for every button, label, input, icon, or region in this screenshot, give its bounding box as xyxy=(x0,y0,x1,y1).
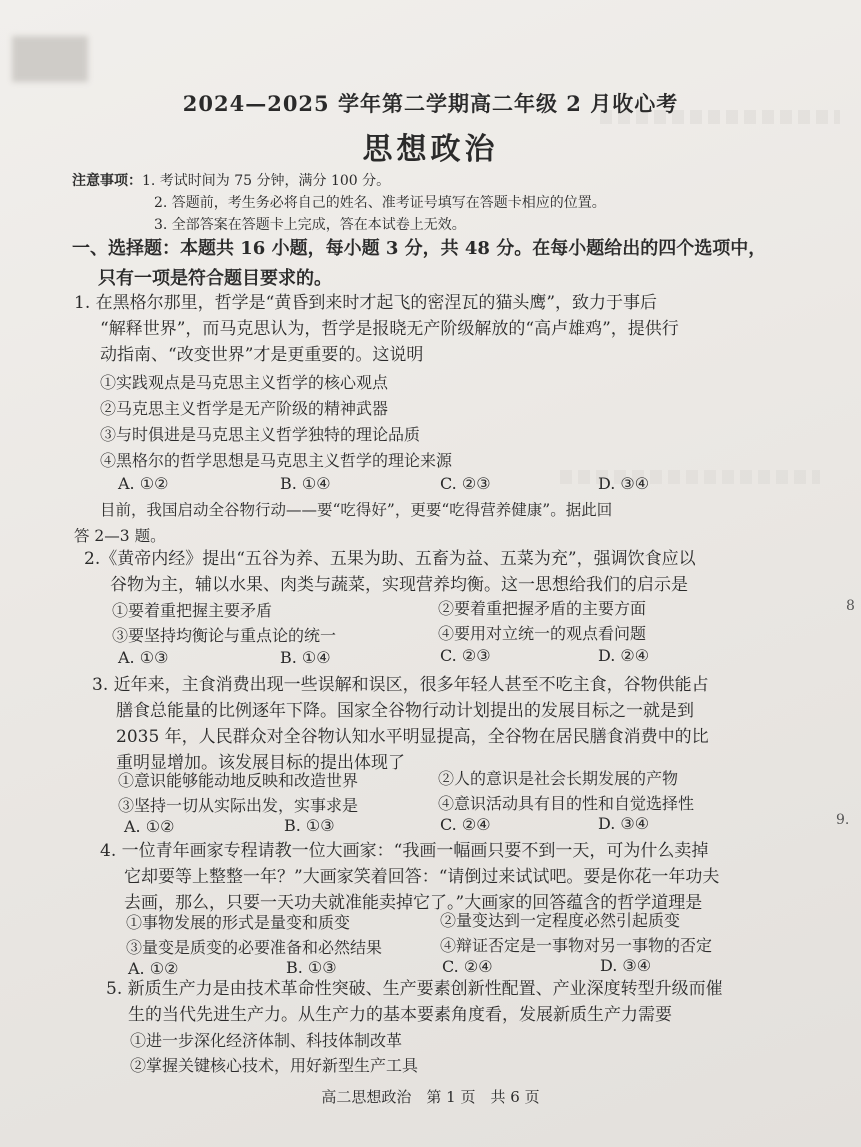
q1-statement-3: ③与时俱进是马克思主义哲学独特的理论品质 xyxy=(100,425,421,444)
q4-choice-b[interactable]: B. ①③ xyxy=(286,958,337,977)
stem-line: 5. 新质生产力是由技术革命性突破、生产要素创新性配置、产业深度转型升级而催 xyxy=(106,979,723,999)
edge-mark: 8 xyxy=(846,598,855,614)
section-heading-line: 只有一项是符合题目要求的。 xyxy=(98,268,332,289)
stem-line: 谷物为主，辅以水果、肉类与蔬菜，实现营养均衡。这一思想给我们的启示是 xyxy=(110,575,688,595)
q4-choice-a[interactable]: A. ①② xyxy=(128,959,179,978)
q3-choice-c[interactable]: C. ②④ xyxy=(440,815,491,834)
section-heading xyxy=(72,234,792,294)
q4-statement-1: ①事物发展的形式是量变和质变 xyxy=(126,913,351,932)
q1-statement-1: ①实践观点是马克思主义哲学的核心观点 xyxy=(100,373,389,392)
stem-line: 4. 一位青年画家专程请教一位大画家：“我画一幅画只要不到一天，可为什么卖掉 xyxy=(100,841,709,861)
edge-mark: 9. xyxy=(836,812,850,828)
q2-choice-a[interactable]: A. ①③ xyxy=(118,648,169,667)
question-4-stem xyxy=(100,838,719,916)
notice-item: 1. 考试时间为 75 分钟，满分 100 分。 xyxy=(142,173,391,189)
q1-choice-d[interactable]: D. ③④ xyxy=(598,474,650,493)
stem-line: 膳食总能量的比例逐年下降。国家全谷物行动计划提出的发展目标之一就是到 xyxy=(116,701,694,721)
material-text: 答 2—3 题。 xyxy=(74,527,166,545)
q4-choice-d[interactable]: D. ③④ xyxy=(600,956,652,975)
stem-line: 3. 近年来，主食消费出现一些误解和误区，很多年轻人甚至不吃主食，谷物供能占 xyxy=(92,675,709,695)
q1-statement-4: ④黑格尔的哲学思想是马克思主义哲学的理论来源 xyxy=(100,451,453,470)
q3-statement-4: ④意识活动具有目的性和自觉选择性 xyxy=(438,794,695,813)
stem-line: 动指南、“改变世界”才是更重要的。这说明 xyxy=(100,345,424,365)
stem-line: 去画，那么，只要一天功夫就准能卖掉它了。”大画家的回答蕴含的哲学道理是 xyxy=(124,893,703,913)
q3-statement-3: ③坚持一切从实际出发，实事求是 xyxy=(118,796,359,815)
q2-statement-4: ④要用对立统一的观点看问题 xyxy=(438,624,647,643)
q4-statement-3: ③量变是质变的必要准备和必然结果 xyxy=(126,938,383,957)
question-3-stem xyxy=(92,672,709,776)
q3-choice-a[interactable]: A. ①② xyxy=(124,817,175,836)
stem-line: 它却要等上整整一年？”大画家笑着回答：“请倒过来试试吧。要是你花一年功夫 xyxy=(124,867,720,887)
q1-choice-b[interactable]: B. ①④ xyxy=(280,474,331,493)
q2-statement-1: ①要着重把握主要矛盾 xyxy=(112,601,273,620)
q2-choice-c[interactable]: C. ②③ xyxy=(440,646,491,665)
q2-choice-d[interactable]: D. ②④ xyxy=(598,646,650,665)
q4-choice-c[interactable]: C. ②④ xyxy=(442,957,493,976)
q3-choice-b[interactable]: B. ①③ xyxy=(284,816,335,835)
subject-title: 思想政治 xyxy=(362,132,499,167)
stem-line: 2035 年，人民群众对全谷物认知水平明显提高，全谷物在居民膳食消费中的比 xyxy=(116,727,709,747)
question-1-stem xyxy=(74,290,679,368)
section-heading-line: 一、选择题：本题共 16 小题，每小题 3 分，共 48 分。在每小题给出的四个选项中， xyxy=(72,238,767,259)
redacted-region xyxy=(12,36,88,82)
question-2-stem xyxy=(84,546,696,598)
q1-choice-c[interactable]: C. ②③ xyxy=(440,474,491,493)
stem-line: 重明显增加。该发展目标的提出体现了 xyxy=(116,753,405,773)
material-text: 目前，我国启动全谷物行动——要“吃得好”，更要“吃得营养健康”。据此回 xyxy=(100,501,613,519)
notice-item: 3. 全部答案在答题卡上完成，答在本试卷上无效。 xyxy=(154,217,466,233)
q5-statement-1: ①进一步深化经济体制、科技体制改革 xyxy=(130,1031,403,1050)
question-5-stem xyxy=(106,976,723,1028)
stem-line: 2.《黄帝内经》提出“五谷为养、五果为助、五畜为益、五菜为充”，强调饮食应以 xyxy=(84,549,696,569)
q3-statement-1: ①意识能够能动地反映和改造世界 xyxy=(118,771,359,790)
q2-statement-2: ②要着重把握矛盾的主要方面 xyxy=(438,599,647,618)
notices xyxy=(72,170,606,236)
page-footer: 高二思想政治 第 1 页 共 6 页 xyxy=(321,1088,540,1106)
q4-statement-2: ②量变达到一定程度必然引起质变 xyxy=(440,911,681,930)
notice-item: 2. 答题前，考生务必将自己的姓名、准考证号填写在答题卡相应的位置。 xyxy=(154,195,606,211)
stem-line: 1. 在黑格尔那里，哲学是“黄昏到来时才起飞的密涅瓦的猫头鹰”，致力于事后 xyxy=(74,293,658,313)
q5-statement-2: ②掌握关键核心技术，用好新型生产工具 xyxy=(130,1056,419,1075)
q1-choice-a[interactable]: A. ①② xyxy=(118,474,169,493)
q3-statement-2: ②人的意识是社会长期发展的产物 xyxy=(438,769,679,788)
q2-choice-b[interactable]: B. ①④ xyxy=(280,648,331,667)
q3-choice-d[interactable]: D. ③④ xyxy=(598,814,650,833)
q2-statement-3: ③要坚持均衡论与重点论的统一 xyxy=(112,626,337,645)
stem-line: 生的当代先进生产力。从生产力的基本要素角度看，发展新质生产力需要 xyxy=(128,1005,672,1025)
q4-statement-4: ④辩证否定是一事物对另一事物的否定 xyxy=(440,936,713,955)
stem-line: “解释世界”，而马克思认为，哲学是报晓无产阶级解放的“高卢雄鸡”，提供行 xyxy=(100,319,679,339)
notices-label: 注意事项： xyxy=(72,173,142,189)
q1-statement-2: ②马克思主义哲学是无产阶级的精神武器 xyxy=(100,399,389,418)
exam-title: 2024—2025 学年第二学期高二年级 2 月收心考 xyxy=(182,91,679,116)
